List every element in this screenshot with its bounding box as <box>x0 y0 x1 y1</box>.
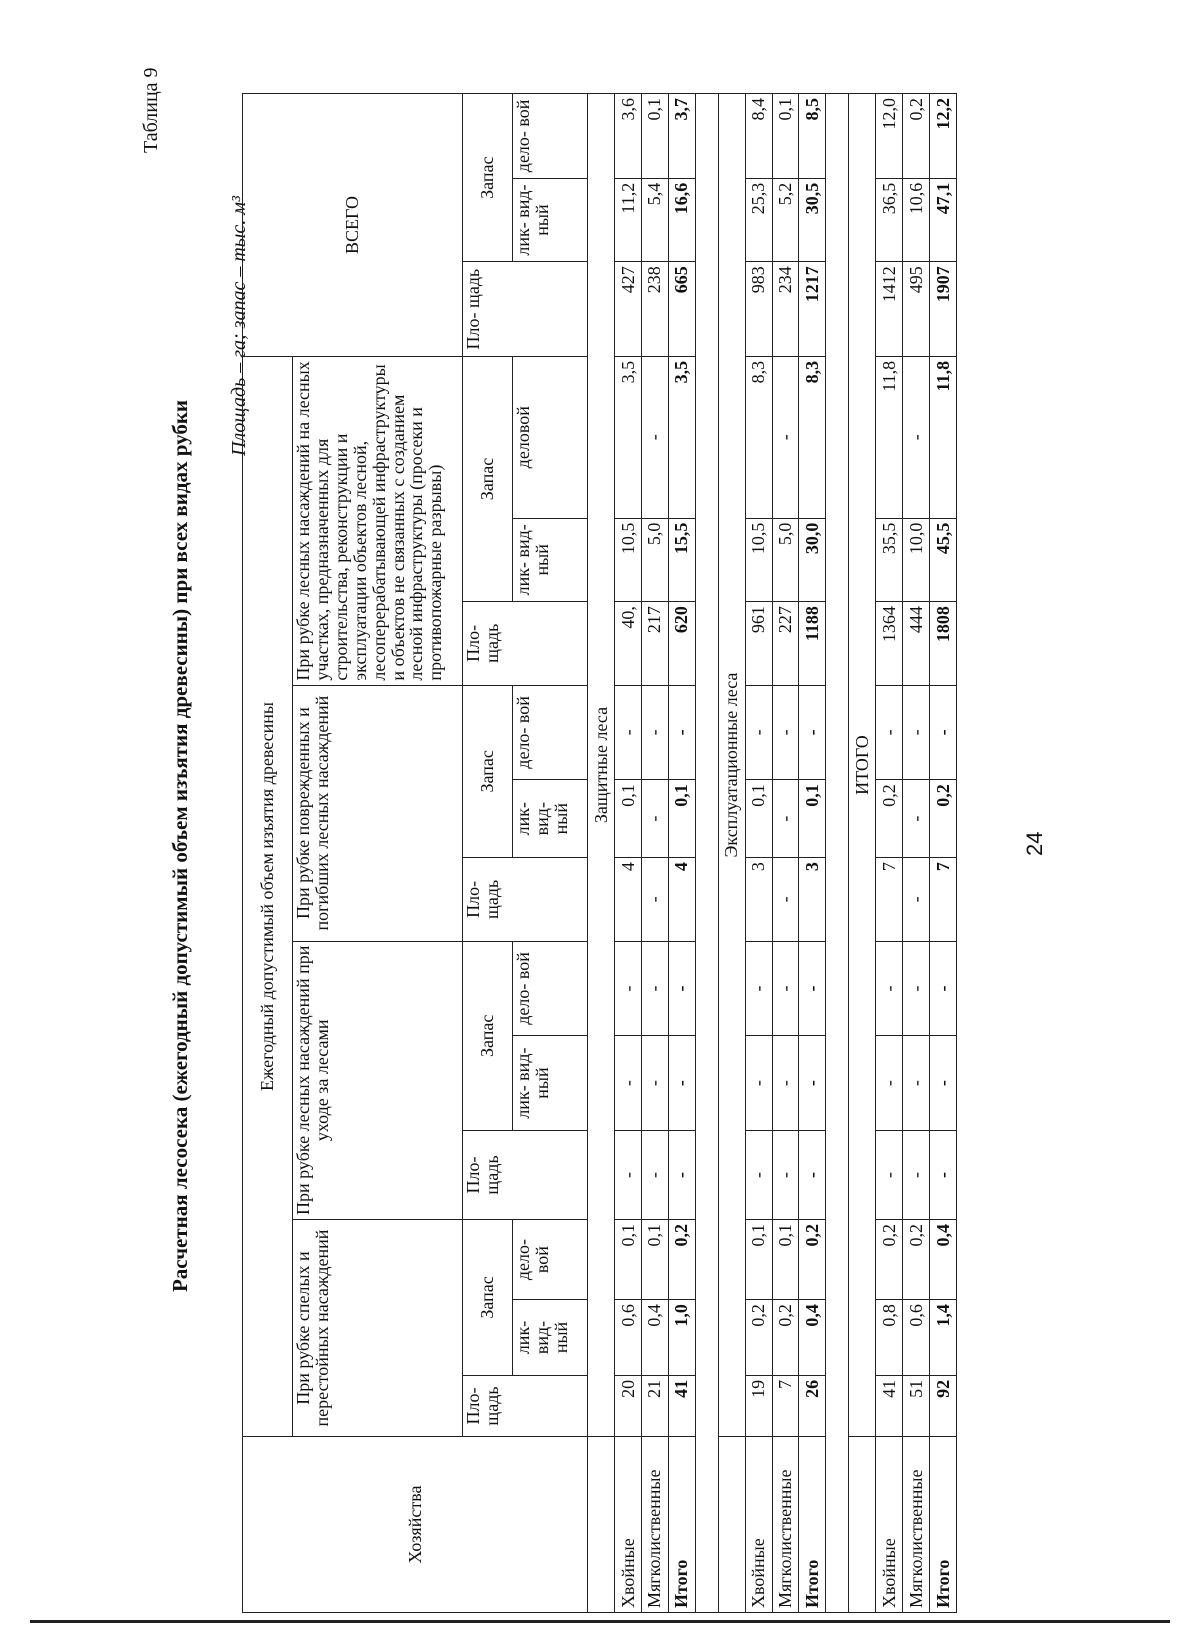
table-cell: - <box>903 1130 930 1219</box>
row-label: Мягколиственные <box>903 1437 930 1613</box>
section-name: ИТОГО <box>849 94 876 1437</box>
table-cell: - <box>745 685 772 780</box>
table-cell: - <box>615 941 642 1036</box>
table-cell: 3 <box>745 858 772 942</box>
table-cell: 8,5 <box>799 94 826 179</box>
table-cell: 11,2 <box>615 178 642 262</box>
table-cell: 10,5 <box>615 518 642 602</box>
table-cell: 0,2 <box>799 1219 826 1299</box>
header-business-3: дело- вой <box>513 685 588 780</box>
table-cell: - <box>903 1036 930 1131</box>
table-cell: 0,1 <box>772 94 799 179</box>
table-cell: 0,2 <box>903 1219 930 1299</box>
header-stock-5: Запас <box>463 94 513 262</box>
table-cell: 1188 <box>799 602 826 686</box>
table-cell: 25,3 <box>745 178 772 262</box>
table-cell: - <box>668 685 695 780</box>
table-cell: - <box>772 1036 799 1131</box>
table-cell: 47,1 <box>930 178 957 262</box>
table-cell: 983 <box>745 262 772 357</box>
header-liquid-2: лик- вид- ный <box>513 1036 588 1131</box>
table-cell: 1412 <box>876 262 903 357</box>
table-cell: - <box>641 356 668 518</box>
table-cell: - <box>799 1036 826 1131</box>
table-cell: 620 <box>668 602 695 686</box>
header-business-5: дело- вой <box>513 94 588 179</box>
table-cell: 4 <box>668 858 695 942</box>
table-cell: - <box>799 941 826 1036</box>
header-liquid-3: лик- вид- ный <box>513 780 588 858</box>
table-cell: - <box>668 1130 695 1219</box>
table-cell: 35,5 <box>876 518 903 602</box>
table-cell: 0,2 <box>876 780 903 858</box>
header-liquid-4: лик- вид- ный <box>513 518 588 602</box>
row-label: Итого <box>930 1437 957 1613</box>
table-cell: 7 <box>930 858 957 942</box>
table-cell: 0,1 <box>641 1219 668 1299</box>
header-farms: Хозяйства <box>243 1437 588 1613</box>
header-business-4: деловой <box>513 356 588 518</box>
header-area-2: Пло- щадь <box>463 1130 588 1219</box>
bottom-rule <box>30 1620 1170 1623</box>
table-cell: 5,2 <box>772 178 799 262</box>
table-row <box>799 94 826 1613</box>
table-body <box>588 94 957 1613</box>
header-total: ВСЕГО <box>243 94 463 357</box>
row-label: Хвойные <box>745 1437 772 1613</box>
table-cell: - <box>641 780 668 858</box>
table-cell: 3 <box>799 858 826 942</box>
row-label: Мягколиственные <box>641 1437 668 1613</box>
section-row <box>718 94 745 1613</box>
table-cell: 0,2 <box>930 780 957 858</box>
table-cell: 495 <box>903 262 930 357</box>
header-stock-3: Запас <box>463 685 513 858</box>
table-cell: 41 <box>668 1375 695 1436</box>
table-cell: 0,6 <box>615 1300 642 1376</box>
table-cell: - <box>745 1036 772 1131</box>
table-cell: - <box>641 1130 668 1219</box>
row-label: Итого <box>668 1437 695 1613</box>
table-cell: 217 <box>641 602 668 686</box>
section-blank-cell <box>849 1437 876 1613</box>
table-cell: - <box>615 1130 642 1219</box>
table-cell: 4 <box>615 858 642 942</box>
section-blank-cell <box>718 1437 745 1613</box>
table-cell: 444 <box>903 602 930 686</box>
table-cell: 45,5 <box>930 518 957 602</box>
table-cell: - <box>903 356 930 518</box>
table-cell: 10,6 <box>903 178 930 262</box>
header-group-infrastructure: При рубке лесных насаждений на лесных участках, предназначенных для строительства, реконструкции и эксплуатации объектов лесной, лесоперерабатывающей инфраструктуры и объектов не связанных с созданием лесной инфраструктуры (просеки и противопожарные разрывы) <box>293 356 463 685</box>
table-cell: - <box>930 941 957 1036</box>
table-cell: 1364 <box>876 602 903 686</box>
table-cell: - <box>772 858 799 942</box>
table-cell: 0,1 <box>799 780 826 858</box>
table-cell: 0,4 <box>799 1300 826 1376</box>
section-row <box>849 94 876 1613</box>
table-cell: 0,1 <box>615 1219 642 1299</box>
table-cell: 3,5 <box>668 356 695 518</box>
spacer-row <box>826 94 849 1613</box>
table-cell: 19 <box>745 1375 772 1436</box>
table-cell: 0,1 <box>745 1219 772 1299</box>
table-cell: - <box>930 1130 957 1219</box>
header-annual: Ежегодный допустимый объем изъятия древесины <box>243 356 293 1436</box>
table-cell: - <box>641 685 668 780</box>
table-cell: - <box>903 780 930 858</box>
table-cell: - <box>876 685 903 780</box>
section-row <box>588 94 615 1613</box>
header-area-3: Пло- щадь <box>463 858 588 942</box>
table-cell: 0,2 <box>668 1219 695 1299</box>
table-cell: - <box>876 1130 903 1219</box>
table-cell: - <box>668 941 695 1036</box>
table-cell: 0,8 <box>876 1300 903 1376</box>
table-cell: - <box>615 1036 642 1131</box>
table-cell: 0,6 <box>903 1300 930 1376</box>
header-liquid-1: лик- вид- ный <box>513 1300 588 1376</box>
table-number: Таблица 9 <box>140 67 162 153</box>
section-blank-cell <box>588 1437 615 1613</box>
table-row <box>668 94 695 1613</box>
table-cell: - <box>772 1130 799 1219</box>
table-cell: 5,0 <box>772 518 799 602</box>
table-cell: 0,4 <box>641 1300 668 1376</box>
forest-cutting-table <box>242 93 957 1613</box>
table-cell: 0,1 <box>668 780 695 858</box>
table-cell: 1,0 <box>668 1300 695 1376</box>
table-cell: 5,4 <box>641 178 668 262</box>
table-cell: 0,2 <box>903 94 930 179</box>
table-cell: 3,5 <box>615 356 642 518</box>
header-group-damaged: При рубке поврежденных и погибших лесных насаждений <box>293 685 463 941</box>
table-row <box>876 94 903 1613</box>
table-cell: 0,2 <box>876 1219 903 1299</box>
header-area-5: Пло- щадь <box>463 262 588 357</box>
table-row <box>903 94 930 1613</box>
table-cell: 665 <box>668 262 695 357</box>
table-cell: - <box>745 1130 772 1219</box>
table-cell: - <box>772 780 799 858</box>
units-note: Площадь – га; запас – тыс. м³ <box>228 196 250 456</box>
table-row <box>772 94 799 1613</box>
table-cell: - <box>876 941 903 1036</box>
table-cell: 51 <box>903 1375 930 1436</box>
table-cell: 3,7 <box>668 94 695 179</box>
table-cell: 1217 <box>799 262 826 357</box>
table-cell: 41 <box>876 1375 903 1436</box>
table-cell: - <box>615 685 642 780</box>
table-cell: - <box>903 685 930 780</box>
table-cell: - <box>772 685 799 780</box>
table-cell: 0,2 <box>772 1300 799 1376</box>
table-cell: 961 <box>745 602 772 686</box>
table-cell: 7 <box>772 1375 799 1436</box>
table-cell: 8,4 <box>745 94 772 179</box>
table-cell: 10,0 <box>903 518 930 602</box>
table-cell: 12,2 <box>930 94 957 179</box>
table-cell: 7 <box>876 858 903 942</box>
table-cell: 8,3 <box>745 356 772 518</box>
spacer-cell <box>826 94 849 1613</box>
table-cell: 21 <box>641 1375 668 1436</box>
table-row <box>745 94 772 1613</box>
table-cell: - <box>930 1036 957 1131</box>
row-label: Хвойные <box>615 1437 642 1613</box>
table-cell: 238 <box>641 262 668 357</box>
table-cell: 12,0 <box>876 94 903 179</box>
table-cell: 10,5 <box>745 518 772 602</box>
table-cell: 5,0 <box>641 518 668 602</box>
table-cell: 30,5 <box>799 178 826 262</box>
table-cell: 1,4 <box>930 1300 957 1376</box>
table-cell: - <box>903 858 930 942</box>
table-cell: - <box>745 941 772 1036</box>
table-cell: 16,6 <box>668 178 695 262</box>
table-cell: - <box>641 1036 668 1131</box>
table-cell: 11,8 <box>876 356 903 518</box>
table-cell: 0,4 <box>930 1219 957 1299</box>
table-row <box>930 94 957 1613</box>
table-row <box>615 94 642 1613</box>
table-cell: 92 <box>930 1375 957 1436</box>
table-cell: 0,2 <box>745 1300 772 1376</box>
spacer-cell <box>695 94 718 1613</box>
spacer-row <box>695 94 718 1613</box>
table-title: Расчетная лесосека (ежегодный допустимый объем изъятия древесины) при всех видах рубки <box>168 399 192 1293</box>
table-cell: 30,0 <box>799 518 826 602</box>
table-cell: 8,3 <box>799 356 826 518</box>
table-cell: - <box>903 941 930 1036</box>
table-cell: - <box>930 685 957 780</box>
table-cell: 20 <box>615 1375 642 1436</box>
header-stock-1: Запас <box>463 1219 513 1375</box>
header-business-2: дело- вой <box>513 941 588 1036</box>
table-cell: 227 <box>772 602 799 686</box>
header-group-care: При рубке лесных насаждений при уходе за лесами <box>293 941 463 1219</box>
row-label: Хвойные <box>876 1437 903 1613</box>
row-label: Итого <box>799 1437 826 1613</box>
section-name: Защитные леса <box>588 94 615 1437</box>
table-cell: - <box>772 941 799 1036</box>
table-cell: 15,5 <box>668 518 695 602</box>
header-group-mature: При рубке спелых и перестойных насаждений <box>293 1219 463 1436</box>
table-cell: 0,1 <box>615 780 642 858</box>
table-cell: 1907 <box>930 262 957 357</box>
header-area-1: Пло- щадь <box>463 1375 588 1436</box>
table-cell: 234 <box>772 262 799 357</box>
table-cell: - <box>772 356 799 518</box>
table-cell: - <box>799 1130 826 1219</box>
header-stock-4: Запас <box>463 356 513 601</box>
table-cell: 427 <box>615 262 642 357</box>
table-cell: - <box>641 858 668 942</box>
table-cell: - <box>668 1036 695 1131</box>
table-cell: 0,1 <box>745 780 772 858</box>
section-name: Эксплуатационные леса <box>718 94 745 1437</box>
table-cell: 0,1 <box>772 1219 799 1299</box>
table-cell: 40, <box>615 602 642 686</box>
table-cell: 26 <box>799 1375 826 1436</box>
table-cell: 36,5 <box>876 178 903 262</box>
header-stock-2: Запас <box>463 941 513 1130</box>
table-cell: - <box>876 1036 903 1131</box>
table-cell: 3,6 <box>615 94 642 179</box>
table-cell: - <box>799 685 826 780</box>
row-label: Мягколиственные <box>772 1437 799 1613</box>
page-number: 24 <box>1022 831 1047 856</box>
header-liquid-5: лик- вид- ный <box>513 178 588 262</box>
table-cell: 0,1 <box>641 94 668 179</box>
header-business-1: дело- вой <box>513 1219 588 1299</box>
table-cell: - <box>641 941 668 1036</box>
header-area-4: Пло- щадь <box>463 602 588 686</box>
table-cell: 1808 <box>930 602 957 686</box>
table-cell: 11,8 <box>930 356 957 518</box>
table-row <box>641 94 668 1613</box>
